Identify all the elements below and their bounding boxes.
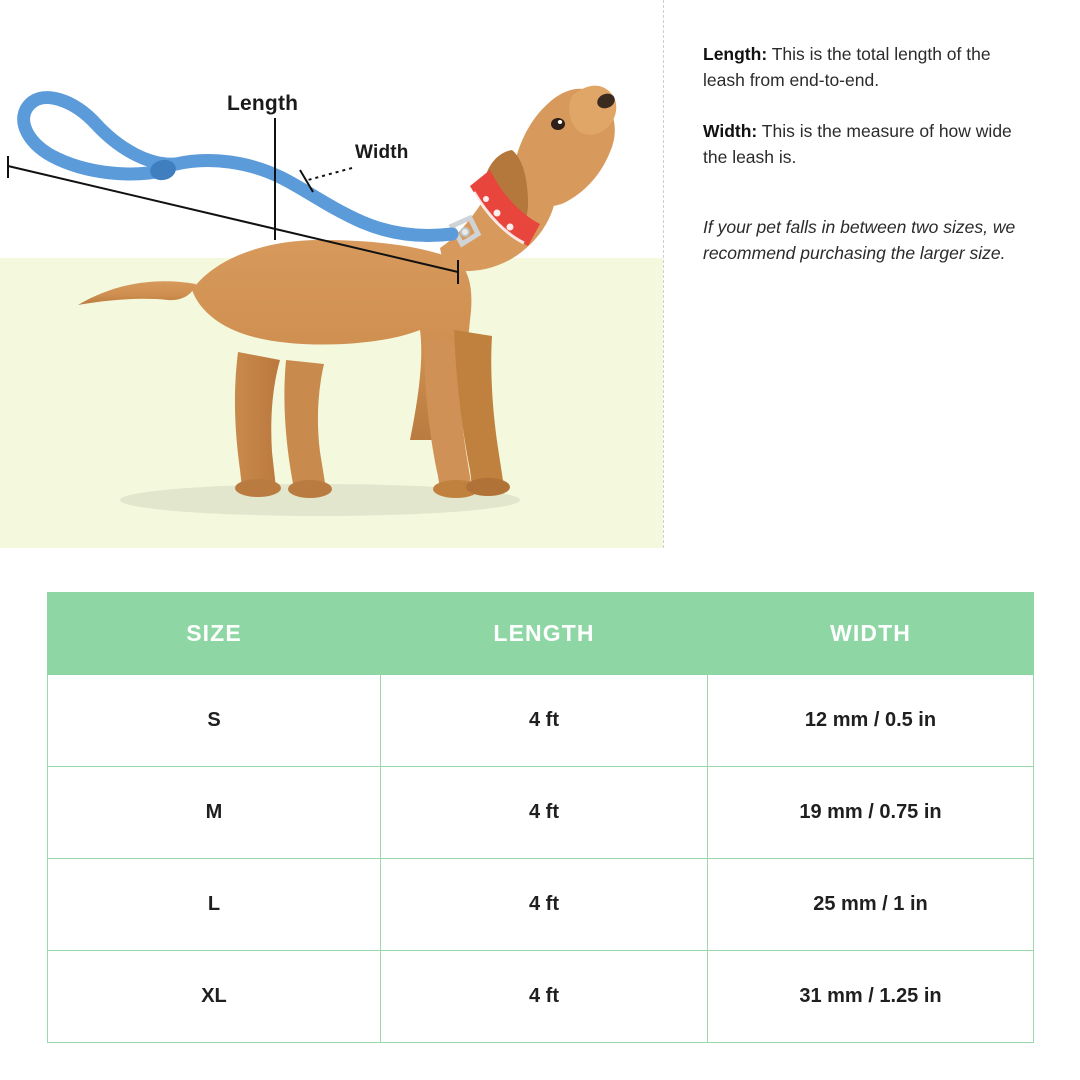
- width-term: Width:: [703, 121, 758, 142]
- width-description: [703, 119, 1025, 170]
- cell-width: 25 mm / 1 in: [708, 859, 1034, 951]
- vertical-divider: [663, 0, 664, 548]
- cell-length: 4 ft: [381, 675, 708, 767]
- length-description-text: This is the total length of the leash from end-to-end.: [703, 44, 991, 90]
- table-header-row: [48, 593, 1034, 675]
- leash-illustration: [0, 0, 663, 548]
- width-description-text: This is the measure of how wide the leash is.: [703, 121, 1012, 168]
- size-table-wrapper: [47, 592, 1033, 1043]
- cell-length: 4 ft: [381, 951, 708, 1043]
- cell-length: 4 ft: [381, 767, 708, 859]
- size-chart-table: [47, 592, 1034, 1043]
- length-callout-label: Length: [227, 92, 299, 115]
- table-row: [48, 675, 1034, 767]
- width-callout-label: Width: [355, 142, 409, 163]
- cell-width: 31 mm / 1.25 in: [708, 951, 1034, 1043]
- length-term: Length:: [703, 44, 768, 64]
- sizing-note: If your pet falls in between two sizes, we recommend purchasing the larger size.: [703, 216, 1016, 263]
- table-row: [48, 951, 1034, 1043]
- header-size: SIZE: [48, 593, 381, 675]
- cell-size: M: [48, 767, 381, 859]
- header-length: LENGTH: [381, 593, 708, 675]
- info-panel: [703, 0, 1043, 266]
- cell-width: 19 mm / 0.75 in: [708, 767, 1034, 859]
- cell-length: 4 ft: [381, 859, 708, 951]
- dog-illustration-graphic: [0, 0, 663, 548]
- length-description: [703, 42, 1025, 93]
- cell-width: 12 mm / 0.5 in: [708, 675, 1034, 767]
- cell-size: L: [48, 859, 381, 951]
- cell-size: XL: [48, 951, 381, 1043]
- cell-size: S: [48, 675, 381, 767]
- table-row: [48, 859, 1034, 951]
- table-row: [48, 767, 1034, 859]
- header-width: WIDTH: [708, 593, 1034, 675]
